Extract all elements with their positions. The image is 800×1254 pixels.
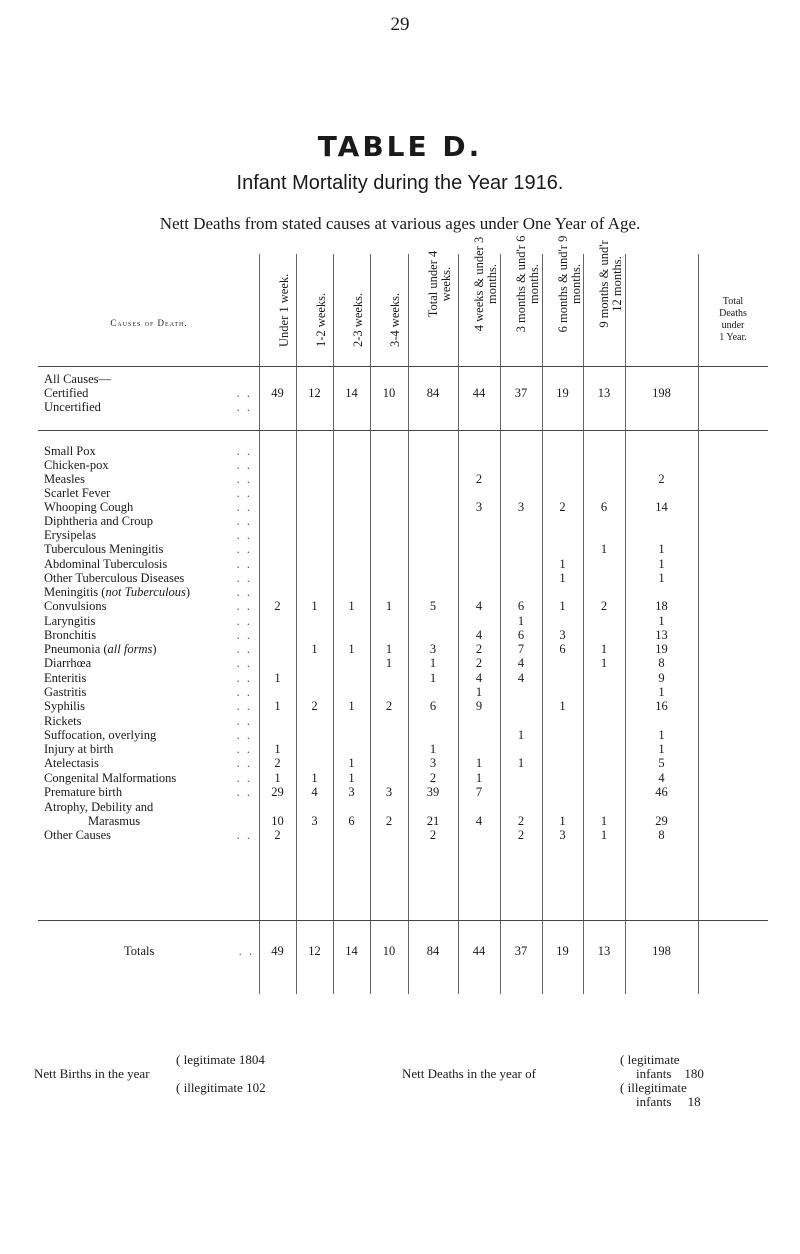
total-header-line: Total bbox=[722, 296, 744, 307]
value-cell: 4 bbox=[311, 785, 318, 799]
leader-dots: . . bbox=[236, 599, 252, 613]
value-cell: 1 bbox=[600, 814, 608, 828]
total-cell: 4 bbox=[658, 771, 665, 785]
value-cell: 1 bbox=[600, 828, 608, 842]
leader-dots: . . bbox=[236, 472, 252, 486]
cause-label: Erysipelas bbox=[44, 528, 97, 542]
value-cell: 1 bbox=[559, 814, 566, 828]
value-cell: 1 bbox=[559, 599, 566, 613]
leader-dots: . . bbox=[236, 671, 252, 685]
cause-label: Enteritis bbox=[44, 671, 87, 685]
table-row bbox=[38, 742, 768, 757]
table-row bbox=[38, 614, 768, 629]
table-row bbox=[38, 714, 768, 729]
value-cell: 4 bbox=[475, 599, 483, 613]
cause-label: Atelectasis bbox=[44, 756, 99, 770]
table-subtitle: Infant Mortality during the Year 1916. bbox=[236, 172, 564, 194]
value-cell: 49 bbox=[271, 386, 284, 400]
cause-label: Rickets bbox=[44, 714, 82, 728]
total-cell: 16 bbox=[655, 699, 668, 713]
births-deaths-summary bbox=[0, 1052, 800, 1122]
value-cell: 1 bbox=[311, 642, 318, 656]
value-cell: 84 bbox=[426, 944, 440, 958]
total-cell: 46 bbox=[655, 785, 668, 799]
value-cell: 29 bbox=[271, 785, 284, 799]
value-cell: 1 bbox=[475, 685, 483, 699]
row-rule bbox=[38, 430, 768, 431]
cause-label: Gastritis bbox=[44, 685, 87, 699]
total-cell: 2 bbox=[658, 472, 665, 486]
leader-dots: . . bbox=[236, 742, 252, 756]
causes-column-header: Causes of Death. bbox=[110, 318, 188, 328]
age-column-label: 6 months & und'r 9 months. bbox=[555, 235, 583, 333]
total-cell: 19 bbox=[655, 642, 668, 656]
cause-label: Tuberculous Meningitis bbox=[44, 542, 164, 556]
value-cell: 1 bbox=[274, 671, 281, 685]
value-cell: 1 bbox=[348, 756, 355, 770]
total-header-line: Deaths bbox=[719, 308, 747, 319]
cause-label: Diarrhœa bbox=[44, 656, 92, 670]
value-cell: 6 bbox=[559, 642, 566, 656]
totals-row bbox=[38, 944, 768, 959]
d-legit-label: legitimate bbox=[627, 1052, 680, 1067]
value-cell: 1 bbox=[385, 656, 393, 670]
row-rule bbox=[38, 366, 768, 367]
value-cell: 3 bbox=[429, 756, 437, 770]
cause-label: Small Pox bbox=[44, 444, 96, 458]
table-row bbox=[38, 785, 768, 800]
table-row bbox=[38, 386, 768, 401]
age-column-header bbox=[500, 235, 542, 364]
value-cell: 6 bbox=[600, 500, 608, 514]
total-cell: 13 bbox=[655, 628, 668, 642]
leader-dots: . . bbox=[236, 642, 252, 656]
table-row bbox=[38, 486, 768, 501]
value-cell: 2 bbox=[385, 699, 393, 713]
leader-dots: . . bbox=[236, 771, 252, 785]
age-column-label: 9 months & und'r 12 months. bbox=[597, 240, 624, 328]
value-cell: 3 bbox=[385, 785, 393, 799]
table-row bbox=[38, 756, 768, 771]
leader-dots: . . bbox=[236, 557, 252, 571]
cause-label: Meningitis (not Tuberculous) bbox=[44, 585, 191, 599]
illegitimate-infants-label: ( illegitimate bbox=[620, 1080, 687, 1095]
cause-label: Other Causes bbox=[44, 828, 111, 842]
table-row bbox=[38, 814, 768, 829]
legitimate-infants-label: ( legitimate bbox=[620, 1052, 680, 1067]
leader-dots: . . bbox=[236, 486, 252, 500]
table-row bbox=[38, 800, 768, 815]
value-cell: 1 bbox=[559, 571, 566, 585]
cause-label: Marasmus bbox=[88, 814, 141, 828]
value-cell: 2 bbox=[517, 828, 525, 842]
value-cell: 1 bbox=[274, 699, 281, 713]
total-header-line: under bbox=[721, 320, 745, 331]
table-row bbox=[38, 400, 768, 415]
value-cell: 3 bbox=[475, 500, 483, 514]
cause-label: Chicken-pox bbox=[44, 458, 109, 472]
illegitimate-births-label: ( illegitimate 102 bbox=[176, 1080, 266, 1095]
value-cell: 6 bbox=[517, 628, 525, 642]
value-cell: 2 bbox=[429, 771, 437, 785]
age-column-header bbox=[333, 254, 370, 364]
age-column-header bbox=[542, 235, 583, 364]
d-illegit-sub: infants bbox=[636, 1094, 672, 1109]
value-cell: 44 bbox=[472, 944, 486, 958]
leader-dots: . . bbox=[236, 386, 252, 400]
leader-dots: . . bbox=[236, 628, 252, 642]
value-cell: 1 bbox=[429, 742, 437, 756]
cause-label: Certified bbox=[44, 386, 89, 400]
age-column-label: 2-3 weeks. bbox=[350, 292, 365, 347]
table-row bbox=[38, 444, 768, 459]
table-title: TABLE D. bbox=[317, 130, 483, 163]
value-cell: 2 bbox=[385, 814, 393, 828]
value-cell: 1 bbox=[385, 642, 393, 656]
value-cell: 1 bbox=[475, 771, 483, 785]
total-cell: 5 bbox=[658, 756, 665, 770]
age-column-header bbox=[583, 240, 625, 364]
table-row bbox=[38, 771, 768, 786]
value-cell: 1 bbox=[429, 671, 437, 685]
value-cell: 1 bbox=[517, 756, 525, 770]
cause-label: Convulsions bbox=[44, 599, 107, 613]
leader-dots: . . bbox=[236, 785, 252, 799]
value-cell: 37 bbox=[514, 944, 528, 958]
value-cell: 2 bbox=[274, 756, 281, 770]
value-cell: 3 bbox=[559, 828, 566, 842]
total-column-header bbox=[698, 296, 768, 344]
value-cell: 10 bbox=[382, 944, 396, 958]
illegit-births-value: 102 bbox=[246, 1080, 266, 1095]
value-cell: 3 bbox=[559, 628, 566, 642]
value-cell: 6 bbox=[517, 599, 525, 613]
age-column-header bbox=[408, 250, 458, 364]
table-row bbox=[38, 571, 768, 586]
cause-label: Measles bbox=[44, 472, 85, 486]
leader-dots: . . bbox=[236, 685, 252, 699]
leader-dots: . . bbox=[236, 728, 252, 742]
cause-label: Pneumonia (all forms) bbox=[44, 642, 157, 656]
total-cell: 8 bbox=[658, 656, 665, 670]
value-cell: 19 bbox=[556, 944, 569, 958]
table-row bbox=[38, 372, 768, 387]
total-cell: 1 bbox=[658, 728, 665, 742]
table-row bbox=[38, 528, 768, 543]
leader-dots: . . bbox=[238, 944, 254, 958]
table-row bbox=[38, 557, 768, 572]
table-row bbox=[38, 599, 768, 614]
cause-label: All Causes— bbox=[44, 372, 112, 386]
table-intro: Nett Deaths from stated causes at various ages under One Year of Age. bbox=[159, 214, 641, 233]
value-cell: 19 bbox=[556, 386, 569, 400]
cause-label: Abdominal Tuberculosis bbox=[44, 557, 168, 571]
age-column-header bbox=[296, 254, 333, 364]
value-cell: 3 bbox=[348, 785, 355, 799]
value-cell: 6 bbox=[429, 699, 437, 713]
value-cell: 1 bbox=[348, 642, 355, 656]
value-cell: 12 bbox=[308, 386, 321, 400]
d-legit-sub: infants bbox=[636, 1066, 672, 1081]
value-cell: 2 bbox=[559, 500, 566, 514]
age-column-label: Under 1 week. bbox=[276, 273, 291, 347]
table-row bbox=[38, 542, 768, 557]
value-cell: 2 bbox=[600, 599, 608, 613]
value-cell: 3 bbox=[517, 500, 525, 514]
age-column-header bbox=[370, 254, 408, 364]
value-cell: 1 bbox=[559, 557, 566, 571]
table-row bbox=[38, 685, 768, 700]
legitimate-births-label: ( legitimate 1804 bbox=[176, 1052, 265, 1067]
total-cell: 9 bbox=[658, 671, 665, 685]
value-cell: 13 bbox=[597, 944, 611, 958]
cause-label: Diphtheria and Croup bbox=[44, 514, 154, 528]
value-cell: 1 bbox=[348, 699, 355, 713]
cause-label: Bronchitis bbox=[44, 628, 97, 642]
total-cell: 198 bbox=[652, 944, 671, 958]
leader-dots: . . bbox=[236, 828, 252, 842]
value-cell: 1 bbox=[429, 656, 437, 670]
leader-dots: . . bbox=[236, 656, 252, 670]
table-row bbox=[38, 472, 768, 487]
value-cell: 44 bbox=[472, 386, 486, 400]
total-cell: 1 bbox=[658, 571, 665, 585]
value-cell: 4 bbox=[475, 671, 483, 685]
table-row bbox=[38, 514, 768, 529]
value-cell: 1 bbox=[311, 599, 318, 613]
age-column-label: 3-4 weeks. bbox=[388, 292, 402, 347]
nett-births-label: Nett Births in the year bbox=[34, 1066, 150, 1081]
value-cell: 49 bbox=[271, 944, 284, 958]
value-cell: 13 bbox=[597, 386, 611, 400]
value-cell: 21 bbox=[426, 814, 440, 828]
value-cell: 39 bbox=[426, 785, 440, 799]
value-cell: 14 bbox=[345, 386, 358, 400]
value-cell: 37 bbox=[514, 386, 528, 400]
row-rule bbox=[38, 920, 768, 921]
leader-dots: . . bbox=[236, 514, 252, 528]
leader-dots: . . bbox=[236, 614, 252, 628]
cause-label: Laryngitis bbox=[44, 614, 96, 628]
value-cell: 7 bbox=[475, 785, 483, 799]
table-row bbox=[38, 656, 768, 671]
age-column-header bbox=[259, 254, 296, 364]
value-cell: 2 bbox=[429, 828, 437, 842]
value-cell: 2 bbox=[311, 699, 318, 713]
value-cell: 1 bbox=[385, 599, 393, 613]
value-cell: 1 bbox=[274, 742, 281, 756]
table-row bbox=[38, 628, 768, 643]
value-cell: 14 bbox=[345, 944, 358, 958]
value-cell: 1 bbox=[517, 614, 525, 628]
value-cell: 10 bbox=[382, 386, 396, 400]
legit-label: legitimate bbox=[183, 1052, 236, 1067]
cause-label: Congenital Malformations bbox=[44, 771, 177, 785]
value-cell: 4 bbox=[517, 671, 525, 685]
value-cell: 1 bbox=[600, 656, 608, 670]
nett-deaths-label: Nett Deaths in the year of bbox=[402, 1066, 536, 1081]
cause-label: Syphilis bbox=[44, 699, 85, 713]
value-cell: 1 bbox=[348, 599, 355, 613]
leader-dots: . . bbox=[236, 528, 252, 542]
value-cell: 4 bbox=[475, 628, 483, 642]
total-cell: 1 bbox=[658, 542, 665, 556]
leader-dots: . . bbox=[236, 714, 252, 728]
illegit-deaths-value: 18 bbox=[687, 1094, 701, 1109]
value-cell: 2 bbox=[517, 814, 525, 828]
value-cell: 2 bbox=[475, 472, 483, 486]
illegitimate-infants-line bbox=[636, 1094, 701, 1110]
leader-dots: . . bbox=[236, 400, 252, 414]
value-cell: 2 bbox=[274, 828, 281, 842]
value-cell: 3 bbox=[429, 642, 437, 656]
value-cell: 1 bbox=[274, 771, 281, 785]
value-cell: 10 bbox=[271, 814, 284, 828]
value-cell: 1 bbox=[600, 542, 608, 556]
cause-label: Atrophy, Debility and bbox=[44, 800, 154, 814]
leader-dots: . . bbox=[236, 699, 252, 713]
total-cell: 18 bbox=[655, 599, 668, 613]
leader-dots: . . bbox=[236, 458, 252, 472]
total-cell: 198 bbox=[652, 386, 671, 400]
table-row bbox=[38, 642, 768, 657]
value-cell: 1 bbox=[600, 642, 608, 656]
page-number: 29 bbox=[390, 14, 410, 35]
total-cell: 29 bbox=[655, 814, 668, 828]
age-column-label: 4 weeks & under 3 months. bbox=[472, 236, 499, 332]
total-cell: 1 bbox=[658, 742, 665, 756]
age-column-label: Total under 4 weeks. bbox=[426, 250, 453, 318]
total-cell: 8 bbox=[658, 828, 665, 842]
value-cell: 12 bbox=[308, 944, 321, 958]
total-cell: 1 bbox=[658, 685, 665, 699]
leader-dots: . . bbox=[236, 500, 252, 514]
age-column-label: 1-2 weeks. bbox=[313, 292, 328, 347]
value-cell: 6 bbox=[348, 814, 355, 828]
leader-dots: . . bbox=[236, 444, 252, 458]
table-row bbox=[38, 671, 768, 686]
table-row bbox=[38, 828, 768, 843]
value-cell: 84 bbox=[426, 386, 440, 400]
value-cell: 9 bbox=[475, 699, 483, 713]
value-cell: 1 bbox=[475, 756, 483, 770]
value-cell: 1 bbox=[311, 771, 318, 785]
value-cell: 7 bbox=[517, 642, 525, 656]
value-cell: 1 bbox=[517, 728, 525, 742]
table-row bbox=[38, 500, 768, 515]
table-row bbox=[38, 699, 768, 714]
cause-label: Suffocation, overlying bbox=[44, 728, 157, 742]
table-row bbox=[38, 458, 768, 473]
mortality-table bbox=[38, 235, 768, 994]
total-cell: 14 bbox=[655, 500, 668, 514]
cause-label: Scarlet Fever bbox=[44, 486, 111, 500]
value-cell: 2 bbox=[475, 656, 483, 670]
leader-dots: . . bbox=[236, 756, 252, 770]
value-cell: 2 bbox=[274, 599, 281, 613]
value-cell: 2 bbox=[475, 642, 483, 656]
cause-label: Uncertified bbox=[44, 400, 101, 414]
value-cell: 3 bbox=[311, 814, 318, 828]
value-cell: 1 bbox=[559, 699, 566, 713]
total-cell: 1 bbox=[658, 614, 665, 628]
legit-births-value: 1804 bbox=[238, 1052, 265, 1067]
leader-dots: . . bbox=[236, 571, 252, 585]
value-cell: 1 bbox=[348, 771, 355, 785]
age-column-label: 3 months & und'r 6 months. bbox=[514, 235, 541, 333]
total-cell: 1 bbox=[658, 557, 665, 571]
table-row bbox=[38, 585, 768, 600]
value-cell: 4 bbox=[517, 656, 525, 670]
cause-label: Injury at birth bbox=[44, 742, 114, 756]
d-illegit-label: illegitimate bbox=[627, 1080, 687, 1095]
cause-label: Premature birth bbox=[44, 785, 123, 799]
legit-deaths-value: 180 bbox=[684, 1066, 704, 1081]
leader-dots: . . bbox=[236, 542, 252, 556]
cause-label: Totals bbox=[124, 944, 155, 958]
age-column-header bbox=[458, 236, 500, 364]
value-cell: 4 bbox=[475, 814, 483, 828]
illegit-label: illegitimate bbox=[183, 1080, 243, 1095]
leader-dots: . . bbox=[236, 585, 252, 599]
total-header-line: 1 Year. bbox=[719, 332, 747, 343]
cause-label: Other Tuberculous Diseases bbox=[44, 571, 185, 585]
value-cell: 5 bbox=[429, 599, 437, 613]
table-row bbox=[38, 728, 768, 743]
cause-label: Whooping Cough bbox=[44, 500, 134, 514]
